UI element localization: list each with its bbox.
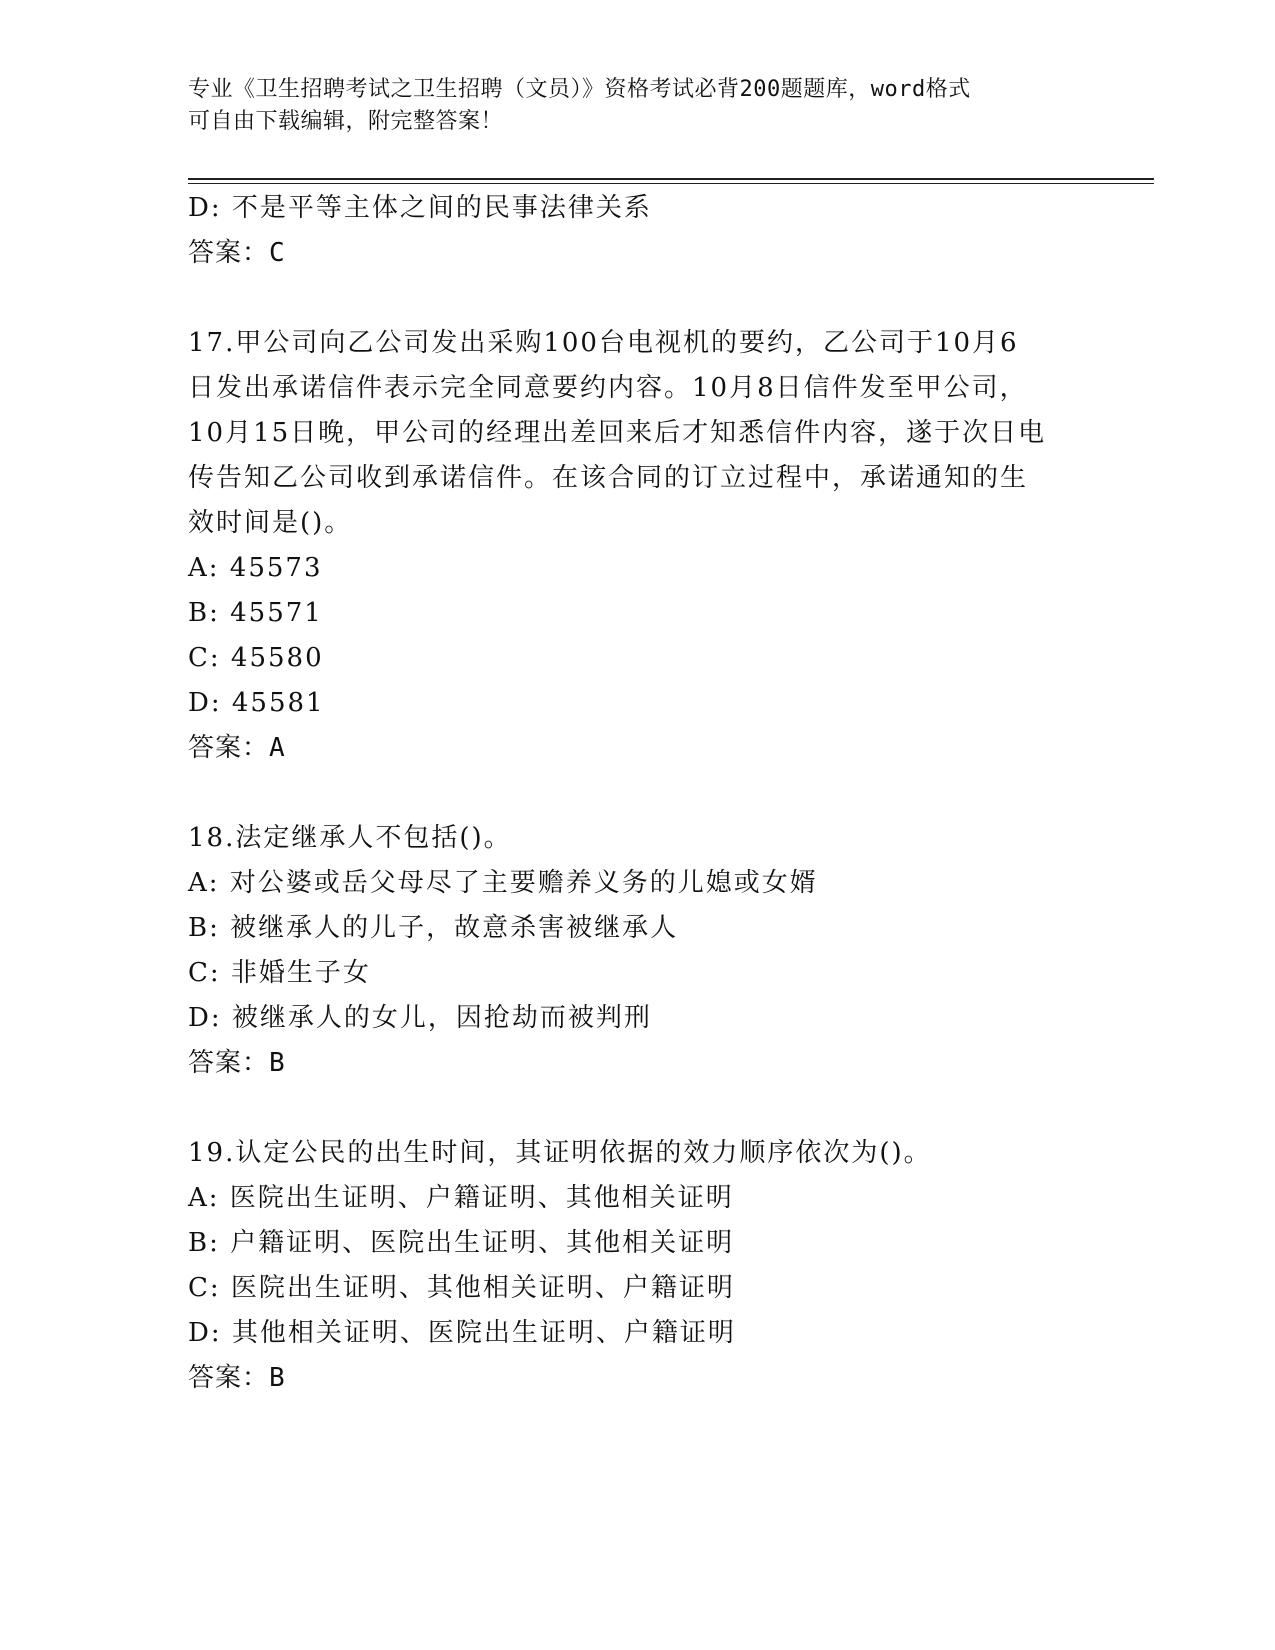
page-header bbox=[188, 74, 1068, 138]
question-17 bbox=[188, 321, 1088, 771]
option-a: A: 45573 bbox=[188, 553, 323, 583]
question-stem-line: 18.法定继承人不包括()。 bbox=[188, 823, 512, 853]
option-b: B: 被继承人的儿子，故意杀害被继承人 bbox=[188, 913, 679, 943]
question-18 bbox=[188, 816, 1088, 1086]
option-b: B: 45571 bbox=[188, 598, 323, 628]
previous-question-option-d: D: 不是平等主体之间的民事法律关系 bbox=[188, 193, 652, 223]
option-a: A: 对公婆或岳父母尽了主要赡养义务的儿媳或女婿 bbox=[188, 868, 818, 898]
header-title-line-2: 可自由下载编辑，附完整答案！ bbox=[188, 109, 504, 134]
spacer bbox=[188, 771, 1088, 816]
question-content bbox=[188, 186, 1088, 1401]
option-c: C: 医院出生证明、其他相关证明、户籍证明 bbox=[188, 1273, 735, 1303]
option-b: B: 户籍证明、医院出生证明、其他相关证明 bbox=[188, 1228, 735, 1258]
spacer bbox=[188, 1086, 1088, 1131]
question-stem-line: 19.认定公民的出生时间，其证明依据的效力顺序依次为()。 bbox=[188, 1138, 932, 1168]
answer: 答案：A bbox=[188, 733, 286, 763]
previous-question-answer: 答案：C bbox=[188, 238, 286, 268]
header-divider-thin bbox=[188, 183, 1154, 184]
question-stem-line: 日发出承诺信件表示完全同意要约内容。10月8日信件发至甲公司， bbox=[188, 373, 1028, 403]
option-d: D: 其他相关证明、医院出生证明、户籍证明 bbox=[188, 1318, 736, 1348]
answer: 答案：B bbox=[188, 1048, 286, 1078]
option-a: A: 医院出生证明、户籍证明、其他相关证明 bbox=[188, 1183, 734, 1213]
option-d: D: 被继承人的女儿，因抢劫而被判刑 bbox=[188, 1003, 652, 1033]
answer: 答案：B bbox=[188, 1363, 286, 1393]
question-stem-line: 传告知乙公司收到承诺信件。在该合同的订立过程中，承诺通知的生 bbox=[188, 463, 1029, 493]
option-d: D: 45581 bbox=[188, 688, 325, 718]
question-stem-line: 10月15日晚，甲公司的经理出差回来后才知悉信件内容，遂于次日电 bbox=[188, 418, 1047, 448]
question-stem-line: 17.甲公司向乙公司发出采购100台电视机的要约，乙公司于10月6 bbox=[188, 328, 1019, 358]
header-title-line-1: 专业《卫生招聘考试之卫生招聘（文员）》资格考试必背200题题库，word格式 bbox=[188, 77, 971, 102]
spacer bbox=[188, 276, 1088, 321]
option-c: C: 45580 bbox=[188, 643, 324, 673]
option-c: C: 非婚生子女 bbox=[188, 958, 371, 988]
question-19 bbox=[188, 1131, 1088, 1401]
question-stem-line: 效时间是()。 bbox=[188, 508, 353, 538]
header-divider-thick bbox=[188, 178, 1154, 180]
